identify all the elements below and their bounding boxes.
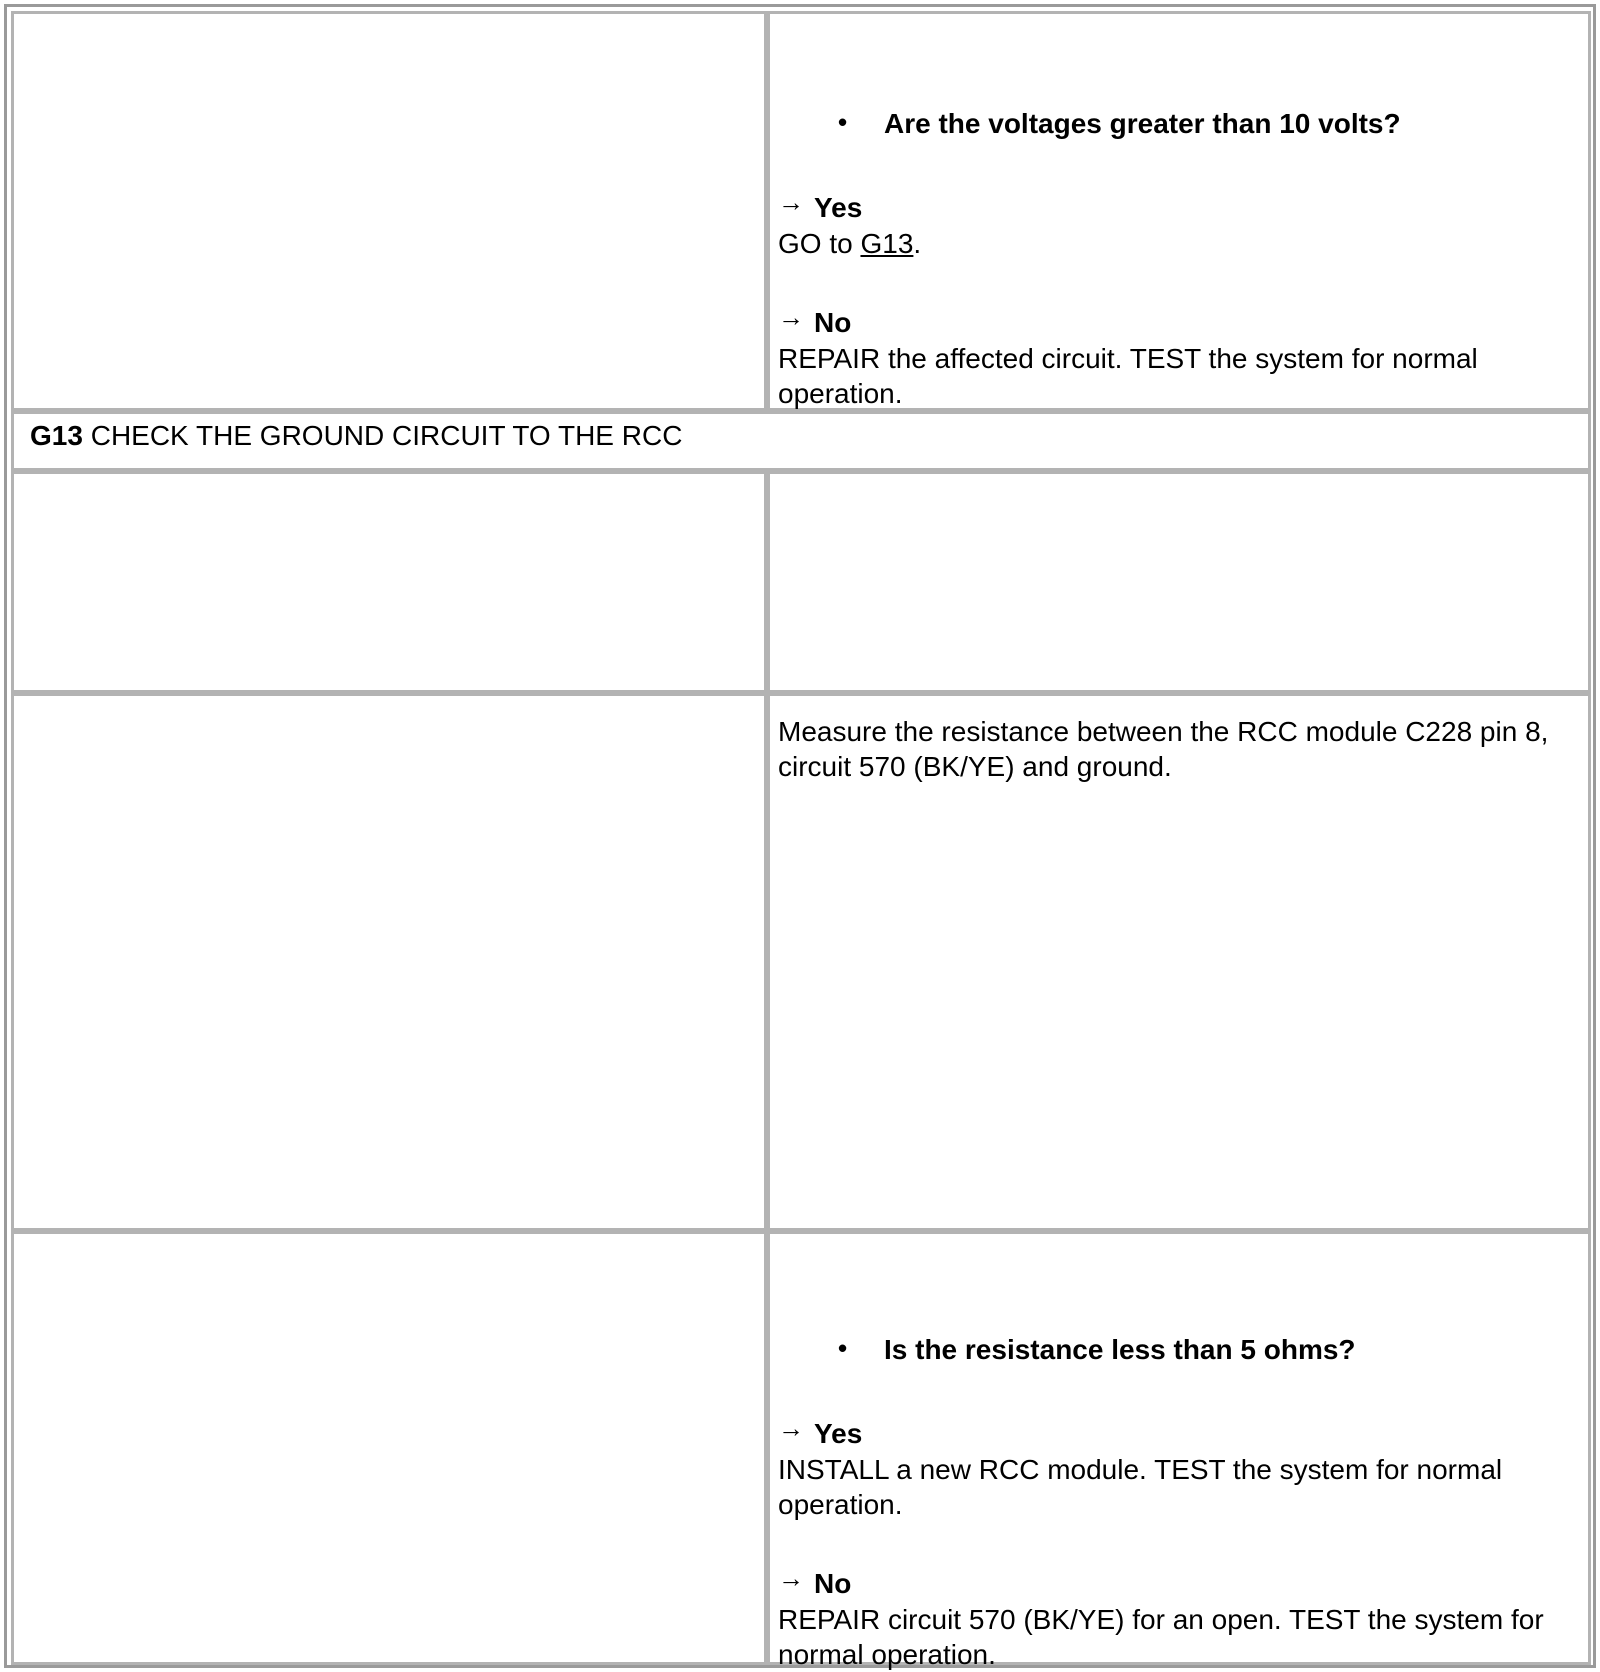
step-title: CHECK THE GROUND CIRCUIT TO THE RCC <box>90 420 683 451</box>
yes-suffix: . <box>913 228 922 259</box>
answer-yes <box>778 187 1576 261</box>
yes-label: Yes <box>814 192 863 223</box>
row4-right-cell <box>767 1231 1591 1670</box>
row2-right-cell <box>767 471 1591 693</box>
row2-left-cell <box>11 471 767 693</box>
arrow-right-icon: → <box>778 187 804 217</box>
no-text: REPAIR circuit 570 (BK/YE) for an open. TEST the system for normal operation. <box>778 1604 1544 1670</box>
row1-left-cell <box>11 11 767 411</box>
yes-label: Yes <box>814 1418 863 1449</box>
answer-no <box>778 302 1576 411</box>
row1-right-cell <box>767 11 1591 411</box>
answer-no <box>778 1563 1576 1672</box>
no-label: No <box>814 1568 852 1599</box>
no-text: REPAIR the affected circuit. TEST the system for normal operation. <box>778 343 1478 409</box>
yes-text: INSTALL a new RCC module. TEST the system for normal operation. <box>778 1454 1503 1520</box>
yes-prefix: GO to <box>778 228 861 259</box>
goto-g13-link[interactable]: G13 <box>860 228 914 259</box>
row3-left-cell <box>11 693 767 1231</box>
answer-yes <box>778 1413 1576 1522</box>
row4-left-cell <box>11 1231 767 1665</box>
question-text: Are the voltages greater than 10 volts? <box>884 108 1401 139</box>
step-header-g13 <box>11 411 1591 471</box>
arrow-right-icon: → <box>778 1563 804 1593</box>
arrow-right-icon: → <box>778 302 804 332</box>
row3-right-cell <box>767 693 1591 1231</box>
no-label: No <box>814 307 852 338</box>
measure-instruction: Measure the resistance between the RCC module C228 pin 8, circuit 570 (BK/YE) and ground. <box>778 716 1549 782</box>
bullet-icon: • <box>838 1333 848 1363</box>
arrow-right-icon: → <box>778 1413 804 1443</box>
procedure-table <box>4 4 1596 1668</box>
question-text: Is the resistance less than 5 ohms? <box>884 1334 1356 1365</box>
step-id: G13 <box>30 420 83 451</box>
bullet-icon: • <box>838 107 848 137</box>
